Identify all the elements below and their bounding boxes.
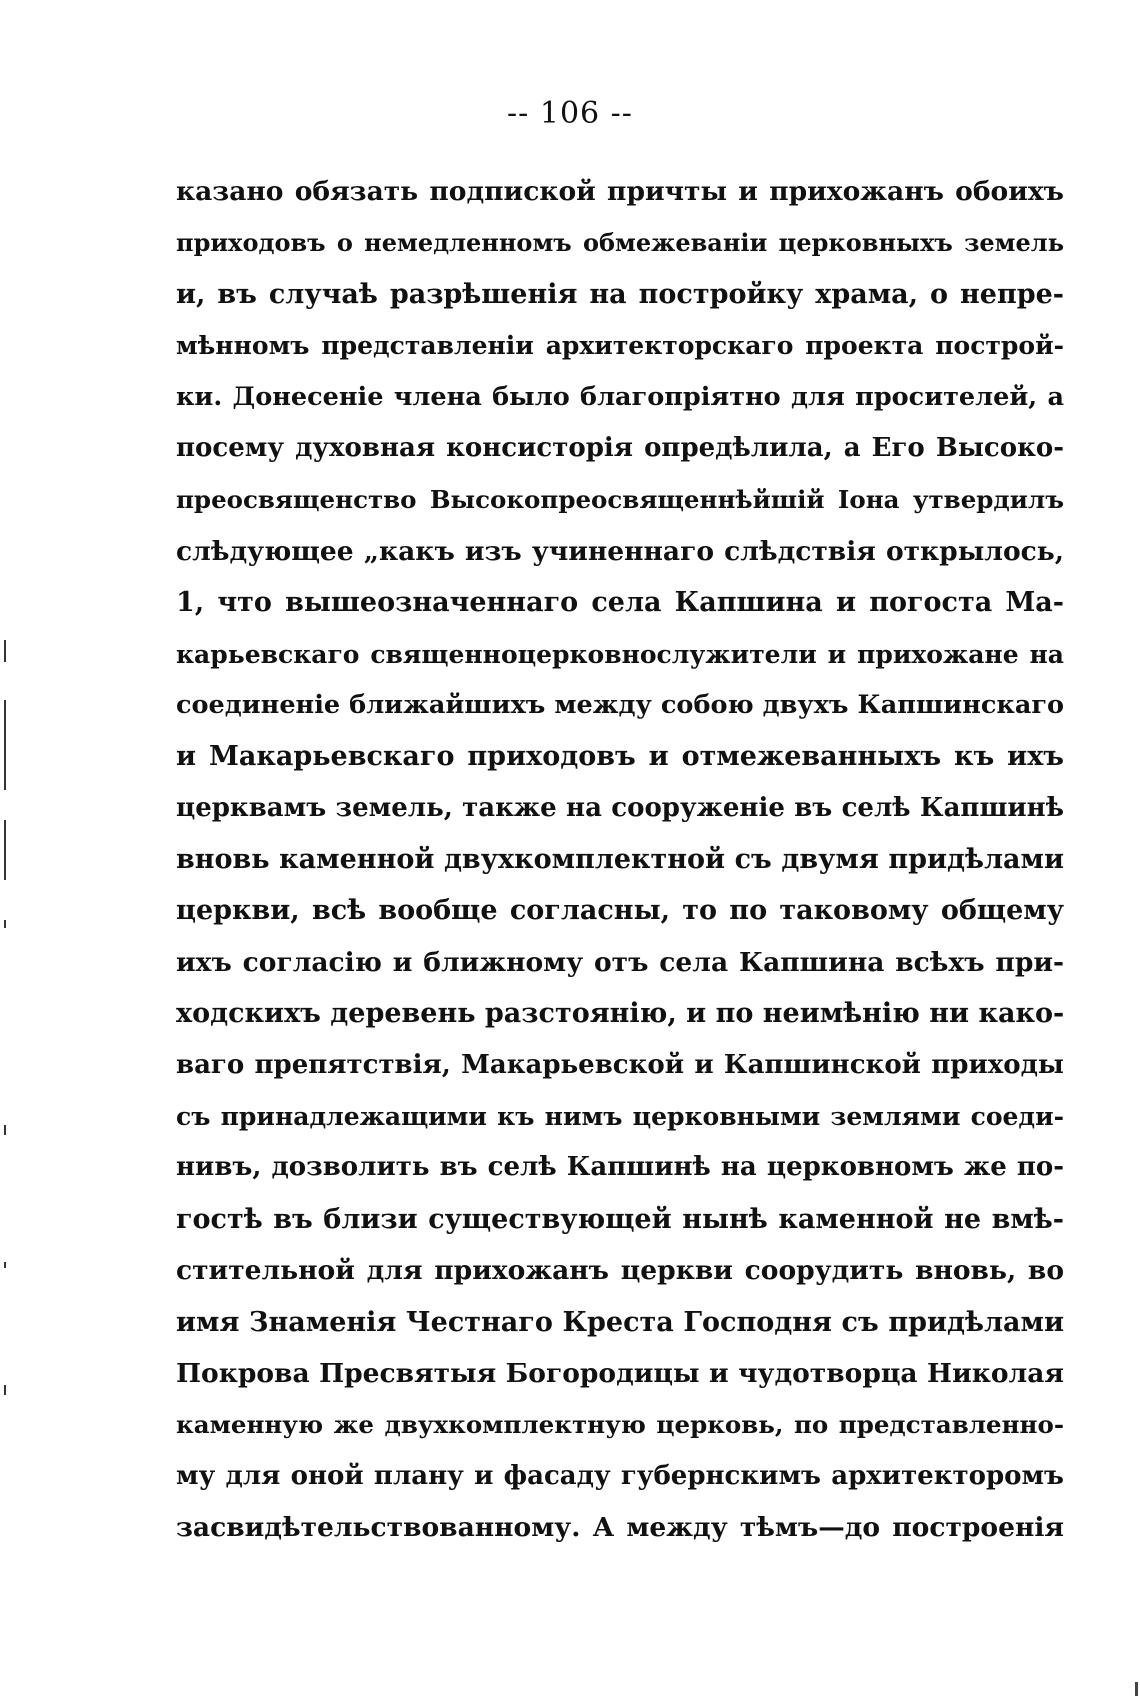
text-line: карьевскаго священноцерковнослужители и прихожане на <box>176 639 1064 669</box>
text-line: церквамъ земель, также на сооруженіе въ селѣ Капшинѣ <box>176 792 1064 823</box>
text-line: преосвященство Высокопреосвященнѣйшій Іона утвердилъ <box>176 485 1064 515</box>
text-line: 1, что вышеозначеннаго села Капшина и погоста Ма- <box>176 587 1064 619</box>
text-line: вновь каменной двухкомплектной съ двумя придѣлами <box>176 844 1064 876</box>
text-line: мѣнномъ представленіи архитекторскаго проекта построй- <box>176 331 1064 361</box>
scan-speck <box>4 820 6 880</box>
scan-speck-right <box>1135 1682 1138 1696</box>
text-line: Покрова Пресвятыя Богородицы и чудотворца Николая <box>176 1357 1064 1389</box>
text-line: приходовъ о немедленномъ обмежеваніи церковныхъ земель <box>176 228 1064 258</box>
text-line: и Макарьевскаго приходовъ и отмежеванныхъ къ ихъ <box>176 741 1064 773</box>
text-line: соединеніе ближайшихъ между собою двухъ Капшинскаго <box>176 689 1064 720</box>
scan-speck <box>4 1262 6 1268</box>
text-line: му для оной плану и фасаду губернскимъ архитекторомъ <box>176 1460 1064 1491</box>
text-line: гостѣ въ близи существующей нынѣ каменной не вмѣ- <box>176 1203 1064 1235</box>
text-line: казано обязать подпиской причты и прихожанъ обоихъ <box>176 176 1064 207</box>
text-line: имя Знаменія Честнаго Креста Господня съ придѣлами <box>176 1306 1064 1338</box>
text-line: слѣдующее „какъ изъ учиненнаго слѣдствія открылось, <box>176 535 1064 567</box>
text-line: посему духовная консисторія опредѣлила, а Его Высоко- <box>176 432 1064 463</box>
scan-speck <box>4 1125 6 1135</box>
text-line: засвидѣтельствованному. А между тѣмъ—до построенія <box>176 1512 1064 1544</box>
page-number: -- 106 -- <box>507 96 633 131</box>
left-margin-specks <box>0 0 20 1704</box>
scan-speck <box>4 1385 6 1395</box>
scan-speck <box>4 700 6 790</box>
text-line: каменную же двухкомплектную церковь, по представленно- <box>176 1410 1064 1440</box>
text-line: церкви, всѣ вообще согласны, то по таковому общему <box>176 895 1064 927</box>
text-line: ходскихъ деревень разстоянію, и по неимѣнію ни како- <box>176 998 1064 1030</box>
text-line: ихъ согласію и ближному отъ села Капшина всѣхъ при- <box>176 946 1064 978</box>
text-line: стительной для прихожанъ церкви соорудить вновь, во <box>176 1255 1064 1287</box>
body-text <box>176 166 1064 1554</box>
text-line: и, въ случаѣ разрѣшенія на постройку храма, о непре- <box>176 278 1064 310</box>
text-line: съ принадлежащими къ нимъ церковными землями соеди- <box>176 1102 1064 1132</box>
text-line: нивъ, дозволить въ селѣ Капшинѣ на церковномъ же по- <box>176 1152 1064 1183</box>
scan-speck <box>4 640 6 662</box>
scan-speck <box>4 920 6 928</box>
text-line: ваго препятствія, Макарьевской и Капшинской приходы <box>176 1049 1064 1080</box>
text-line: ки. Донесеніе члена было благопріятно для просителей, а <box>176 381 1064 412</box>
